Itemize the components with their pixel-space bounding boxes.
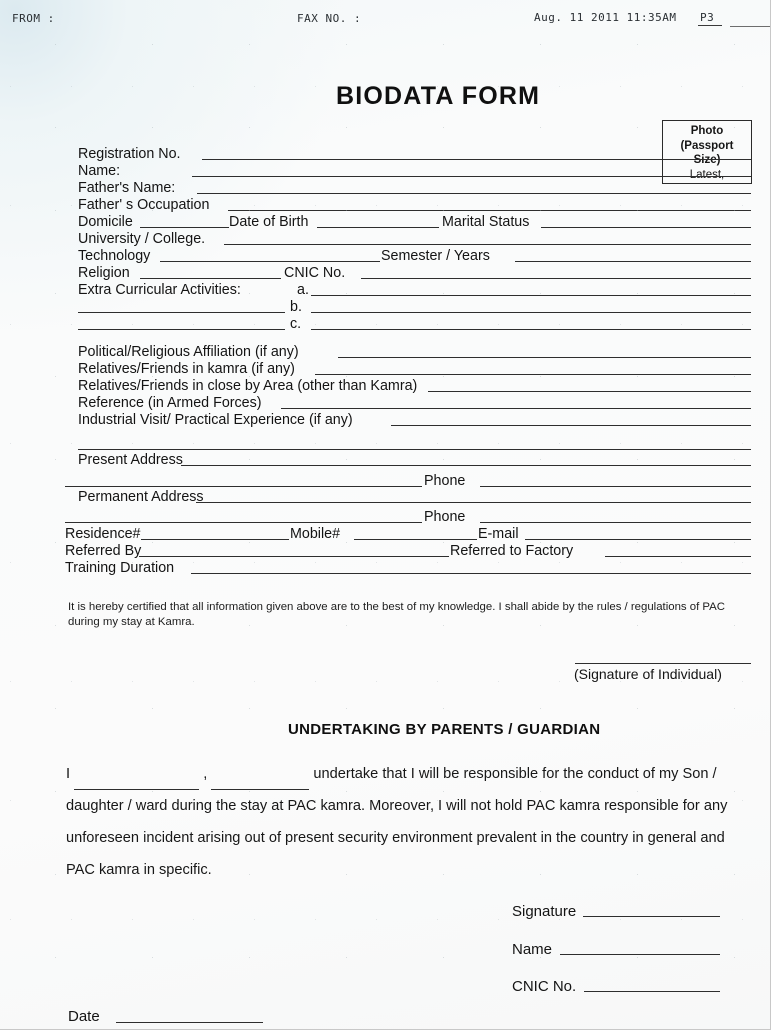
label-political-affiliation: Political/Religious Affiliation (if any) xyxy=(78,344,299,360)
label-activity-c: c. xyxy=(290,316,302,332)
field-present-address-line[interactable] xyxy=(181,465,751,466)
field-residence-no-line[interactable] xyxy=(141,539,289,540)
label-date: Date xyxy=(68,1008,100,1025)
label-date-of-birth: Date of Birth xyxy=(229,214,309,230)
field-referred-to-factory-line[interactable] xyxy=(605,556,751,557)
label-industrial-visit: Industrial Visit/ Practical Experience (if any) xyxy=(78,412,353,428)
field-present-address-top-line[interactable] xyxy=(78,449,751,450)
label-relatives-close-area: Relatives/Friends in close by Area (other than Kamra) xyxy=(78,378,418,394)
label-guardian-name: Name xyxy=(512,941,553,958)
photo-box-line-1: Photo xyxy=(690,125,724,137)
field-phone-permanent-line[interactable] xyxy=(480,522,751,523)
label-semester-years: Semester / Years xyxy=(381,248,490,264)
label-cnic-no: CNIC No. xyxy=(284,265,346,281)
label-marital-status: Marital Status xyxy=(442,214,530,230)
field-date-of-birth-line[interactable] xyxy=(317,227,439,228)
field-email-line[interactable] xyxy=(525,539,751,540)
label-training-duration: Training Duration xyxy=(65,560,175,576)
field-activity-c-left-line[interactable] xyxy=(78,329,285,330)
label-permanent-address: Permanent Address xyxy=(78,489,204,505)
field-mobile-no-line[interactable] xyxy=(354,539,477,540)
label-present-address: Present Address xyxy=(78,452,183,468)
field-reference-armed-forces-line[interactable] xyxy=(281,408,751,409)
field-date-line[interactable] xyxy=(116,1022,263,1023)
label-registration-no: Registration No. xyxy=(78,146,181,162)
label-technology: Technology xyxy=(78,248,151,264)
undertaking-comma: , xyxy=(203,766,208,782)
label-relatives-kamra: Relatives/Friends in kamra (if any) xyxy=(78,361,295,377)
fax-header-trailing-rule xyxy=(730,26,771,27)
undertaking-line-2: Son / daughter / ward during the stay at PAC kamra. Moreover, I will not hold PAC kamra xyxy=(66,766,717,814)
field-activity-a-line[interactable] xyxy=(311,295,751,296)
signature-individual-line[interactable] xyxy=(575,663,751,664)
field-activity-b-left-line[interactable] xyxy=(78,312,285,313)
undertaking-text-continued: undertake that I will be responsible for the conduct of my xyxy=(313,766,679,782)
undertaking-heading: UNDERTAKING BY PARENTS / GUARDIAN xyxy=(288,721,601,738)
label-activity-a: a. xyxy=(297,282,309,298)
undertaking-blank-2[interactable] xyxy=(211,776,309,790)
field-industrial-visit-line[interactable] xyxy=(391,425,751,426)
undertaking-text-i: I xyxy=(66,766,71,782)
label-reference-armed-forces: Reference (in Armed Forces) xyxy=(78,395,262,411)
signature-individual-caption: (Signature of Individual) xyxy=(574,666,722,682)
field-phone-present-line[interactable] xyxy=(480,486,751,487)
field-technology-line[interactable] xyxy=(160,261,380,262)
field-permanent-address-line[interactable] xyxy=(196,502,751,503)
undertaking-line-3: responsible for any unforeseen incident arising out of present security environment prevalent xyxy=(66,798,728,846)
label-fathers-name: Father's Name: xyxy=(78,180,176,196)
photo-box xyxy=(662,120,752,184)
field-present-address-line-2[interactable] xyxy=(65,486,422,487)
label-guardian-signature: Signature xyxy=(512,903,577,920)
label-fathers-occupation: Father' s Occupation xyxy=(78,197,210,213)
field-permanent-address-line-2[interactable] xyxy=(65,522,422,523)
fax-page-underline xyxy=(698,25,722,26)
photo-box-line-2: (Passport xyxy=(680,139,734,152)
fax-timestamp: Aug. 11 2011 11:35AM xyxy=(534,11,677,24)
label-email: E-mail xyxy=(478,526,519,542)
label-religion: Religion xyxy=(78,265,130,281)
field-guardian-name-line[interactable] xyxy=(560,954,720,955)
field-name-line[interactable] xyxy=(192,176,751,177)
label-referred-by: Referred By xyxy=(65,543,142,559)
field-cnic-no-line[interactable] xyxy=(361,278,751,279)
field-training-duration-line[interactable] xyxy=(191,573,751,574)
fax-page-label: P3 xyxy=(700,11,715,24)
undertaking-line-4: in the country in general and PAC kamra in specific. xyxy=(66,830,725,878)
field-fathers-occupation-line[interactable] xyxy=(228,210,751,211)
fax-from-label: FROM : xyxy=(12,12,55,25)
field-relatives-close-area-line[interactable] xyxy=(428,391,751,392)
field-fathers-name-line[interactable] xyxy=(197,193,751,194)
label-guardian-cnic-no: CNIC No. xyxy=(512,978,577,995)
field-relatives-kamra-line[interactable] xyxy=(315,374,751,375)
label-mobile-no: Mobile# xyxy=(290,526,341,542)
label-university-college: University / College. xyxy=(78,231,206,247)
label-domicile: Domicile xyxy=(78,214,133,230)
field-religion-line[interactable] xyxy=(140,278,281,279)
label-referred-to-factory: Referred to Factory xyxy=(450,543,574,559)
field-political-affiliation-line[interactable] xyxy=(338,357,751,358)
field-guardian-cnic-no-line[interactable] xyxy=(584,991,720,992)
field-guardian-signature-line[interactable] xyxy=(583,916,720,917)
field-referred-by-line[interactable] xyxy=(139,556,449,557)
field-marital-status-line[interactable] xyxy=(541,227,751,228)
label-phone-present: Phone xyxy=(424,473,466,489)
field-activity-c-line[interactable] xyxy=(311,329,751,330)
undertaking-paragraph xyxy=(66,758,754,886)
field-registration-no-line[interactable] xyxy=(202,159,751,160)
field-semester-years-line[interactable] xyxy=(515,261,751,262)
undertaking-blank-1[interactable] xyxy=(74,776,199,790)
field-university-college-line[interactable] xyxy=(224,244,751,245)
label-phone-permanent: Phone xyxy=(424,509,466,525)
photo-box-line-4: Latest, xyxy=(689,168,725,181)
label-activity-b: b. xyxy=(290,299,302,315)
field-activity-b-line[interactable] xyxy=(311,312,751,313)
certification-text: It is hereby certified that all information given above are to the best of my knowledge. I shall abide by the rules / regulations of PAC during my stay at Kamra. xyxy=(68,601,726,628)
field-domicile-line[interactable] xyxy=(140,227,229,228)
fax-number-label: FAX NO. : xyxy=(297,12,362,25)
label-extra-curricular-activities: Extra Curricular Activities: xyxy=(78,282,241,298)
page-title: BIODATA FORM xyxy=(336,82,541,110)
label-residence-no: Residence# xyxy=(65,526,141,542)
label-name: Name: xyxy=(78,163,121,179)
photo-box-line-3: Size) xyxy=(693,154,721,166)
